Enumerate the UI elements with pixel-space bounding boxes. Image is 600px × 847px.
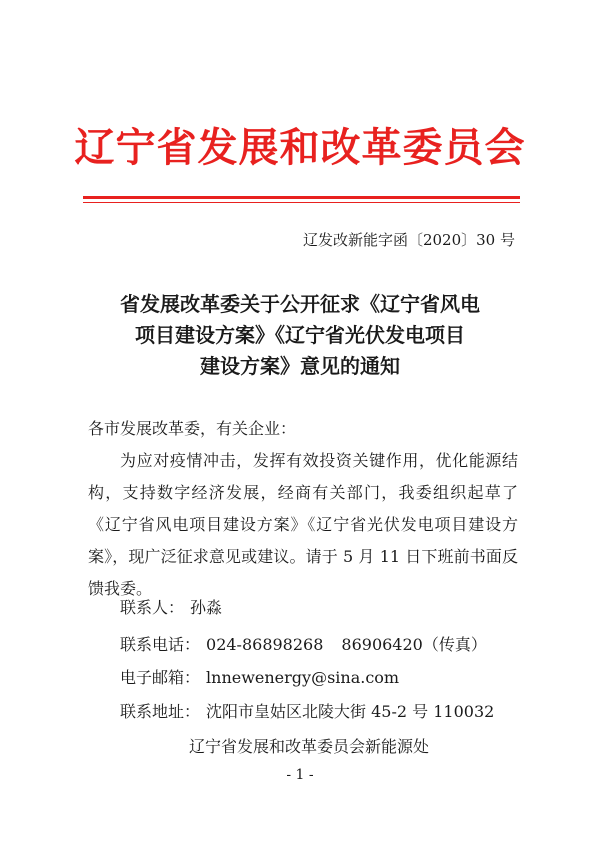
contact-phone-label: 联系电话： (120, 635, 201, 654)
contact-address-label: 联系地址： (120, 702, 201, 721)
contact-person-label: 联系人： (120, 598, 185, 617)
contact-email-row (120, 670, 399, 686)
contact-person-value: 孙淼 (190, 598, 223, 617)
document-title-line: 省发展改革委关于公开征求《辽宁省风电 (120, 292, 480, 316)
contact-email-label: 电子邮箱： (120, 668, 201, 687)
contact-phone-value: 024-86898268 (206, 635, 324, 654)
document-title (60, 289, 540, 382)
contact-email-value: lnnewenergy@sina.com (206, 668, 400, 687)
contact-address-value: 沈阳市皇姑区北陵大街 45-2 号 110032 (206, 702, 495, 721)
contact-person-row (120, 600, 222, 616)
contact-address-row (120, 704, 494, 720)
page-number: - 1 - (286, 767, 314, 783)
document-title-line: 建设方案》意见的通知 (200, 354, 400, 378)
document-number: 辽发改新能字函〔2020〕30 号 (302, 231, 515, 249)
letterhead-title: 辽宁省发展和改革委员会 (74, 124, 526, 171)
body-paragraph: 为应对疫情冲击，发挥有效投资关键作用，优化能源结构，支持数字经济发展，经商有关部门，我委组织起草了《辽宁省风电项目建设方案》《辽宁省光伏发电项目建设方案》，现广泛征求意见或建议。请于 5 月 11 日下班前书面反馈我委。 (88, 451, 518, 598)
letterhead-rule-thick (83, 196, 520, 199)
contact-fax-value: 86906420（传真） (341, 635, 487, 654)
issuer-signature: 辽宁省发展和改革委员会新能源处 (189, 737, 430, 756)
letterhead-rule-thin (83, 202, 520, 203)
contact-phone-row (120, 637, 487, 653)
salutation: 各市发展改革委，有关企业： (88, 419, 297, 438)
document-title-line: 项目建设方案》《辽宁省光伏发电项目 (135, 323, 465, 347)
